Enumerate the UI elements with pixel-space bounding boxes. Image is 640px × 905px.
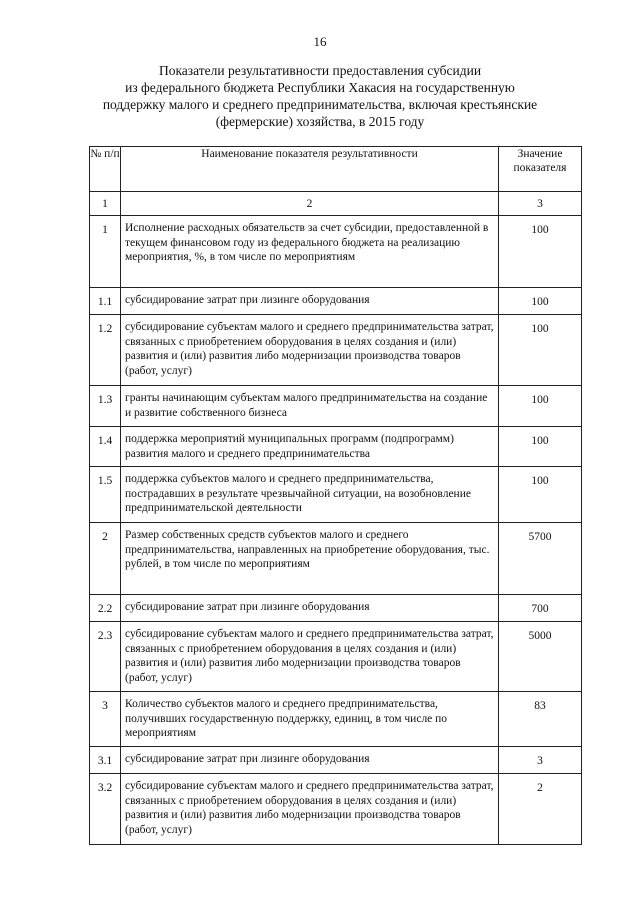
indicator-name: субсидирование субъектам малого и среднего предпринимательства затрат, связанных с приобретением оборудования в целях создания и (или) развития и (или) развития либо модернизации производства товаров (работ, услуг) [121,315,499,386]
table-row [90,747,582,774]
row-number: 1.1 [90,288,121,315]
indicator-value: 100 [499,427,582,467]
page-number: 16 [313,34,327,49]
header-indicator-name: Наименование показателя результативности [121,147,499,192]
title-line: из федерального бюджета Республики Хакасия на государственную [125,80,515,95]
row-number: 2 [90,523,121,595]
indicator-value: 100 [499,216,582,288]
table-row [90,427,582,467]
table-header-row [90,147,582,192]
indicator-value: 83 [499,692,582,747]
table-row [90,467,582,523]
document-title [90,62,550,130]
table-row [90,595,582,622]
table-row [90,386,582,427]
row-number: 2.3 [90,622,121,692]
column-number: 3 [499,192,582,216]
header-indicator-value: Значение показателя [499,147,582,192]
row-number: 3.1 [90,747,121,774]
indicator-name: субсидирование субъектам малого и среднего предпринимательства затрат, связанных с приобретением оборудования в целях создания и (или) развития и (или) развития либо модернизации производства товаров (работ, услуг) [121,622,499,692]
table-row [90,774,582,845]
indicator-value: 100 [499,288,582,315]
indicator-value: 100 [499,315,582,386]
row-number: 2.2 [90,595,121,622]
indicator-value: 100 [499,386,582,427]
row-number: 1.2 [90,315,121,386]
title-line: (фермерские) хозяйства, в 2015 году [215,114,425,129]
table-row [90,692,582,747]
indicator-name: Количество субъектов малого и среднего предпринимательства, получивших государственную поддержку, единиц, в том числе по мероприятиям [121,692,499,747]
table-body [90,216,582,845]
indicator-name: гранты начинающим субъектам малого предпринимательства на создание и развитие собственного бизнеса [121,386,499,427]
indicator-value: 700 [499,595,582,622]
table-row [90,216,582,288]
row-number: 1.5 [90,467,121,523]
indicator-value: 2 [499,774,582,845]
title-line: Показатели результативности предоставления субсидии [158,63,482,78]
table-row [90,288,582,315]
row-number: 3 [90,692,121,747]
table-row [90,523,582,595]
indicator-value: 5700 [499,523,582,595]
table-row [90,315,582,386]
indicator-name: субсидирование затрат при лизинге оборудования [121,595,499,622]
column-number: 2 [121,192,499,216]
indicator-name: субсидирование затрат при лизинге оборудования [121,747,499,774]
indicator-value: 100 [499,467,582,523]
indicators-table [89,146,582,845]
title-line: поддержку малого и среднего предпринимательства, включая крестьянские [102,97,538,112]
row-number: 1 [90,216,121,288]
indicator-name: Исполнение расходных обязательств за счет субсидии, предоставленной в текущем финансовом году из федерального бюджета на реализацию мероприятия, %, в том числе по мероприятиям [121,216,499,288]
indicator-name: субсидирование субъектам малого и среднего предпринимательства затрат, связанных с приобретением оборудования в целях создания и (или) развития и (или) развития либо модернизации производства товаров (работ, услуг) [121,774,499,845]
indicator-value: 3 [499,747,582,774]
indicator-name: субсидирование затрат при лизинге оборудования [121,288,499,315]
indicator-name: поддержка мероприятий муниципальных программ (подпрограмм) развития малого и среднего предпринимательства [121,427,499,467]
indicator-name: Размер собственных средств субъектов малого и среднего предпринимательства, направленных на приобретение оборудования, тыс. рублей, в том числе по мероприятиям [121,523,499,595]
column-numbers-row [90,192,582,216]
row-number: 3.2 [90,774,121,845]
column-number: 1 [90,192,121,216]
indicator-value: 5000 [499,622,582,692]
header-number: № п/п [90,147,121,192]
table-row [90,622,582,692]
indicator-name: поддержка субъектов малого и среднего предпринимательства, пострадавших в результате чрезвычайной ситуации, на возобновление предпринимательской деятельности [121,467,499,523]
row-number: 1.4 [90,427,121,467]
row-number: 1.3 [90,386,121,427]
